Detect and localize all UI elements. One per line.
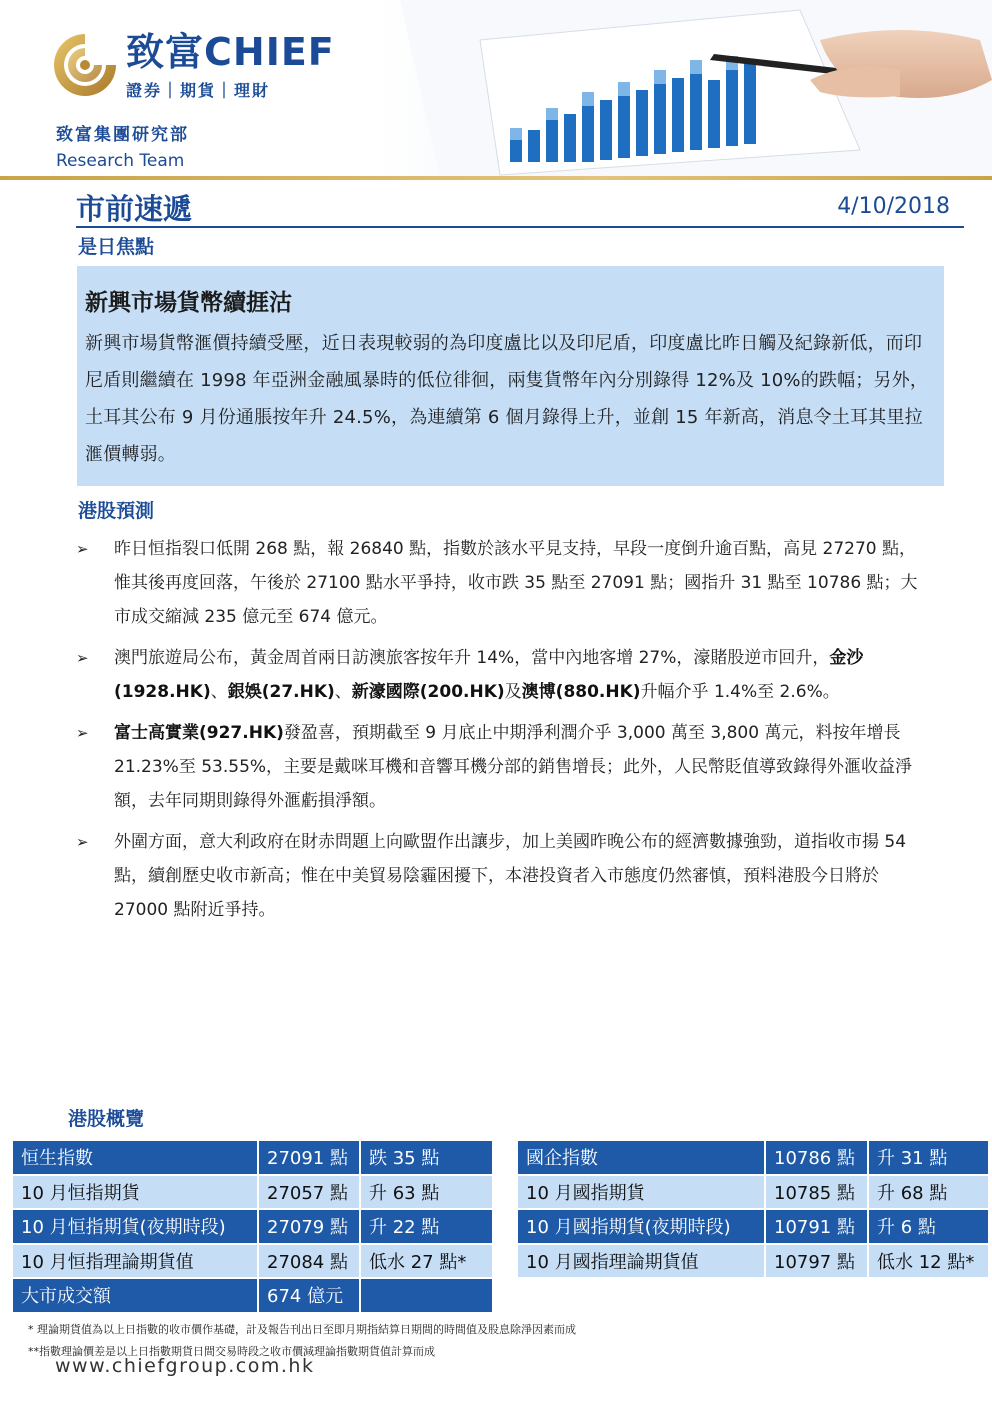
dept-name-zh: 致富集團研究部 [56,125,189,145]
list-item [74,825,924,927]
table-cell-change: 升 31 點 [868,1140,989,1175]
table-cell-change: 跌 35 點 [360,1140,493,1175]
table-row [517,1244,989,1279]
bullet-text: 升幅介乎 1.4%至 2.6%。 [640,682,840,702]
table-row [12,1175,493,1210]
page-header [0,0,992,180]
hsce-summary-table [516,1139,990,1279]
table-cell-change: 升 68 點 [868,1175,989,1210]
bullet-text: 發盈喜，預期截至 9 月底止中期淨利潤介乎 3,000 萬至 3,800 萬元，料按年增長 21.23%至 53.55%，主要是戴咪耳機和音響耳機分部的銷售增長；此外，人民幣貶值導致錄得外滙收益淨額，去年同期則錄得外滙虧損淨額。 [114,723,913,811]
footnote-spread: **指數理論價差是以上日指數期貨日間交易時段之收市價減理論指數期貨值計算而成 [28,1345,435,1358]
table-cell-change: 低水 12 點* [868,1244,989,1279]
table-cell-value: 10786 點 [765,1140,868,1175]
table-row [12,1209,493,1244]
stock-name: 富士高實業(927.HK) [114,723,284,743]
arrow-bullet-icon: ➢ [76,724,89,742]
research-team-label [56,120,189,171]
report-date: 4/10/2018 [837,194,950,219]
stock-name: 澳博(880.HK) [521,682,641,702]
table-cell-value: 10785 點 [765,1175,868,1210]
table-cell-label: 10 月國指理論期貨值 [517,1244,765,1279]
table-cell-change: 升 22 點 [360,1209,493,1244]
table-cell-value: 27079 點 [258,1209,360,1244]
table-row [12,1278,493,1313]
table-cell-label: 大市成交額 [12,1278,258,1313]
stock-name: 新濠國際(200.HK) [351,682,505,702]
brand-block [126,30,335,101]
arrow-bullet-icon: ➢ [76,649,89,667]
header-hero-image [380,0,992,178]
table-cell-label: 國企指數 [517,1140,765,1175]
section-heading-forecast: 港股預測 [78,500,155,522]
bullet-text: 澳門旅遊局公布，黃金周首兩日訪澳旅客按年升 14%，當中內地客增 27%，濠賭股逆市回升， [114,648,830,668]
stock-name: 銀娛(27.HK) [227,682,335,702]
table-cell-value: 27091 點 [258,1140,360,1175]
dept-name-en: Research Team [56,151,185,171]
focus-headline: 新興市場貨幣續捱沽 [85,290,292,316]
list-item [74,641,924,709]
table-cell-change [360,1278,493,1313]
title-divider [76,226,964,228]
list-item [74,532,924,634]
table-cell-label: 10 月恒指期貨 [12,1175,258,1210]
brand-name: 致富CHIEF [126,30,335,74]
table-cell-change: 升 6 點 [868,1209,989,1244]
table-cell-value: 27084 點 [258,1244,360,1279]
table-cell-value: 674 億元 [258,1278,360,1313]
arrow-bullet-icon: ➢ [76,540,89,558]
table-cell-label: 10 月恒指期貨(夜期時段) [12,1209,258,1244]
table-row [12,1244,493,1279]
bullet-text: 、 [334,682,352,702]
table-row [517,1175,989,1210]
footnote-theoretical: * 理論期貨值為以上日指數的收市價作基礎，計及報告刊出日至即月期指結算日期間的時間值及股息除淨因素而成 [28,1323,576,1336]
table-row [517,1140,989,1175]
table-cell-change: 低水 27 點* [360,1244,493,1279]
website-link[interactable]: www.chiefgroup.com.hk [55,1355,315,1377]
arrow-bullet-icon: ➢ [76,833,89,851]
bullet-text: 、 [210,682,228,702]
bullet-text: 及 [504,682,522,702]
table-row [517,1209,989,1244]
bullet-text: 外圍方面，意大利政府在財赤問題上向歐盟作出讓步，加上美國昨晚公布的經濟數據強勁，道指收市揚 54 點，續創歷史收市新高；惟在中美貿易陰霾困擾下，本港投資者入市態度仍然審慎，預料港股今日將於 27000 點附近爭持。 [114,832,907,920]
hsi-summary-table [11,1139,494,1314]
header-divider [0,176,992,180]
table-cell-value: 10791 點 [765,1209,868,1244]
section-heading-focus: 是日焦點 [78,236,155,258]
focus-body: 新興市場貨幣滙價持續受壓，近日表現較弱的為印度盧比以及印尼盾，印度盧比昨日觸及紀錄新低，而印尼盾則繼續在 1998 年亞洲金融風暴時的低位徘徊，兩隻貨幣年內分別錄得 12%及 10%的跌幅；另外，土耳其公布 9 月份通脹按年升 24.5%，為連續第 6 個月錄得上升，並創 15 年新高，消息令土耳其里拉滙價轉弱。 [85,333,929,465]
stock-name: 金沙(1928.HK) [114,648,864,702]
table-cell-value: 10797 點 [765,1244,868,1279]
section-heading-overview: 港股概覽 [68,1108,145,1130]
chief-logo-icon [50,30,120,100]
focus-box [77,266,944,486]
bullet-text: 昨日恒指裂口低開 268 點，報 26840 點，指數於該水平見支持，早段一度倒升逾百點，高見 27270 點，惟其後再度回落，午後於 27100 點水平爭持，收市跌 35 點至 27091 點；國指升 31 點至 10786 點；大市成交縮減 235 億元至 674 億元。 [114,539,918,627]
table-cell-value: 27057 點 [258,1175,360,1210]
table-cell-label: 10 月恒指理論期貨值 [12,1244,258,1279]
forecast-list [74,532,924,934]
table-cell-label: 10 月國指期貨 [517,1175,765,1210]
list-item [74,716,924,818]
brand-tagline: 證券｜期貨｜理財 [126,81,271,100]
table-cell-change: 升 63 點 [360,1175,493,1210]
table-row [12,1140,493,1175]
page-title: 市前速遞 [76,192,193,226]
table-cell-label: 10 月國指期貨(夜期時段) [517,1209,765,1244]
table-cell-label: 恒生指數 [12,1140,258,1175]
